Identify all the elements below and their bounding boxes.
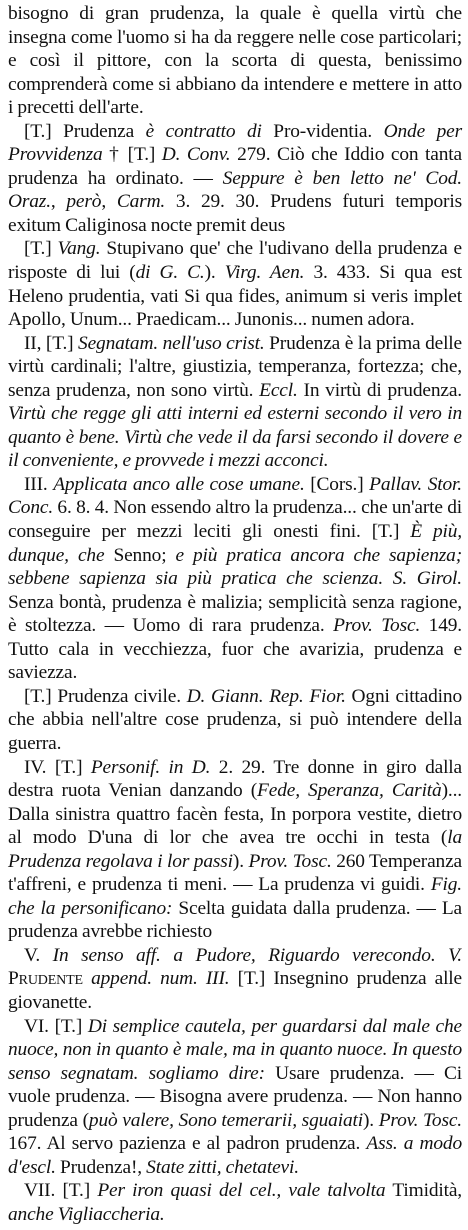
- text-run: VII. [T.]: [24, 1180, 98, 1202]
- italic-text: State zitti, chetatevi.: [146, 1156, 299, 1178]
- italic-text: Fede, Speranza, Carità: [257, 780, 442, 802]
- italic-text: D. Conv.: [161, 144, 231, 166]
- italic-text: append. num. III.: [91, 968, 230, 990]
- text-run: Prudenza!,: [55, 1156, 147, 1178]
- text-run: Stupivano que' che l'udivano della prudenza e risposte di lui (: [8, 238, 463, 284]
- text-run: bisogno di gran prudenza, la quale è quella virtù che insegna come l'uomo si ha da reggere nelle cose particolari; e così il pittore, con la scorta di questa, benissimo comprenderà come si abbiano da intendere e mettere in atto i precetti dell'arte.: [8, 3, 462, 119]
- italic-text: Eccl.: [259, 379, 298, 401]
- italic-text: Virtù che regge gli atti interni ed esterni secondo il vero in quanto è bene. Virtù che vede il da farsi secondo il dovere e il conveniente, e provvede i mezzi acconci.: [8, 403, 462, 472]
- entry-paragraph: [8, 2, 462, 120]
- italic-text: Ass. a modo d'escl.: [8, 1133, 462, 1178]
- text-run: Timidità,: [385, 1180, 462, 1202]
- text-run: ).: [362, 1109, 379, 1131]
- italic-text: Prov. Tosc.: [248, 850, 332, 872]
- text-run: )... Dalla sinistra quattro facèn festa, In porpora vestite, dietro al modo D'una di lor che avea tre occhi in testa (: [8, 780, 462, 849]
- text-run: Senno;: [104, 544, 176, 566]
- italic-text: però: [66, 191, 102, 213]
- italic-text: Carm.: [116, 191, 166, 213]
- italic-text: la Prudenza regolava i lor passi: [8, 827, 462, 872]
- italic-text: È più, dunque, che: [8, 521, 462, 566]
- italic-text: Fig. che la personificano:: [8, 874, 462, 919]
- entry-paragraph: [8, 1179, 462, 1226]
- text-run: Prudenza è la prima delle virtù cardinali; l'altre, giustizia, temperanza, fortezza; che, senza prudenza, non sono virtù.: [8, 332, 463, 401]
- text-run: Senza bontà, prudenza è malizia; semplicità senza ragione, è stoltezza. — Uomo di rara prudenza.: [8, 591, 462, 637]
- entry-paragraph: [8, 756, 462, 944]
- italic-text: anche Vigliaccheria.: [8, 1203, 165, 1225]
- text-run: VI. [T.]: [24, 1015, 88, 1037]
- text-run: Scelta guidata dalla prudenza. — La prudenza avrebbe richiesto: [8, 897, 462, 943]
- entry-paragraph: [8, 944, 462, 1015]
- italic-text: è contratto di: [145, 120, 262, 142]
- text-run: † [T.]: [102, 144, 162, 166]
- italic-text: D. Giann. Rep. Fior.: [186, 685, 346, 707]
- text-run: ,: [50, 191, 67, 213]
- entry-paragraph: [8, 120, 462, 238]
- entry-paragraph: [8, 332, 462, 473]
- text-run: [T.]: [24, 238, 58, 260]
- text-run: ).: [232, 850, 249, 872]
- text-run: V.: [24, 944, 53, 966]
- italic-text: Applicata anco alle cose umane.: [53, 473, 305, 495]
- italic-text: può valere, Sono temerarii, sguaiati: [88, 1109, 363, 1131]
- italic-text: Prov. Tosc.: [378, 1109, 463, 1131]
- small-caps-text: Prudente: [8, 968, 92, 990]
- text-run: 3. 29. 30. Prudens futuri temporis exitum Caliginosa nocte premit deus: [8, 191, 462, 236]
- italic-text: di G. C.: [135, 262, 205, 284]
- text-run: Pro-videntia.: [261, 120, 384, 142]
- entry-paragraph: [8, 1015, 462, 1180]
- text-run: 260 Temperanza t'affreni, e prudenza ti meni. — La prudenza vi guidi.: [8, 850, 463, 896]
- text-run: ,: [101, 191, 117, 213]
- text-run: In virtù di prudenza.: [297, 379, 463, 401]
- text-run: 279. Ciò che Iddio con tanta prudenza ha ordinato. —: [8, 144, 462, 189]
- entry-paragraph: [8, 473, 462, 685]
- text-run: 167. Al servo pazienza e al padron prudenza.: [8, 1133, 367, 1155]
- italic-text: Onde per Provvidenza: [8, 120, 462, 166]
- text-run: [T.] Prudenza civile.: [24, 685, 187, 707]
- italic-text: Seppure è ben letto ne' Cod. Oraz.: [8, 167, 463, 213]
- text-run: 149. Tutto cala in vecchiezza, fuor che avarizia, prudenza e saviezza.: [8, 615, 462, 684]
- text-run: Usare prudenza. — Ci vuole prudenza. — Bisogna avere prudenza. — Non hanno prudenza (: [8, 1062, 463, 1131]
- italic-text: Personif. in D.: [90, 756, 211, 778]
- italic-text: Pallav. Stor. Conc.: [8, 473, 462, 519]
- text-run: III.: [24, 473, 54, 495]
- entry-paragraph: [8, 685, 462, 756]
- text-run: [T.] Prudenza: [24, 120, 146, 142]
- entry-paragraph: [8, 237, 462, 331]
- italic-text: Vang.: [57, 238, 101, 260]
- italic-text: In senso aff. a Pudore, Riguardo verecondo. V.: [52, 944, 462, 966]
- italic-text: Prov. Tosc.: [333, 615, 421, 637]
- text-run: 6. 8. 4. Non essendo altro la prudenza... che un'arte di conseguire per mezzi leciti gli onesti fini. [T.]: [8, 497, 462, 543]
- text-run: ).: [204, 262, 225, 284]
- text-run: 2. 29. Tre donne in giro dalla destra ruota Venian danzando (: [8, 756, 462, 802]
- text-run: 3. 433. Si qua est Heleno prudentia, vati Si qua fides, animum si veris implet Apollo, Unum... Praedicam... Junonis... numen adora.: [8, 262, 462, 331]
- text-run: II, [T.]: [24, 332, 79, 354]
- italic-text: Di semplice cautela, per guardarsi dal male che nuoce, non in quanto è male, ma in quanto nuoce. In questo senso segnatam. sogliamo dire:: [8, 1015, 462, 1084]
- italic-text: e più pratica ancora che sapienza; sebbene sapienza sia più pratica che scienza. S. Girol.: [8, 544, 463, 590]
- italic-text: Virg. Aen.: [224, 262, 305, 284]
- italic-text: Per iron quasi del cel., vale talvolta: [97, 1180, 386, 1202]
- text-run: [Cors.]: [304, 473, 370, 495]
- text-run: [T.] Insegnino prudenza alle giovanette.: [8, 968, 463, 1013]
- italic-text: Segnatam. nell'uso crist.: [78, 332, 265, 354]
- text-run: IV. [T.]: [24, 756, 91, 778]
- text-run: Ogni cittadino che abbia nell'altre cose prudenza, si può intendere della guerra.: [8, 685, 462, 754]
